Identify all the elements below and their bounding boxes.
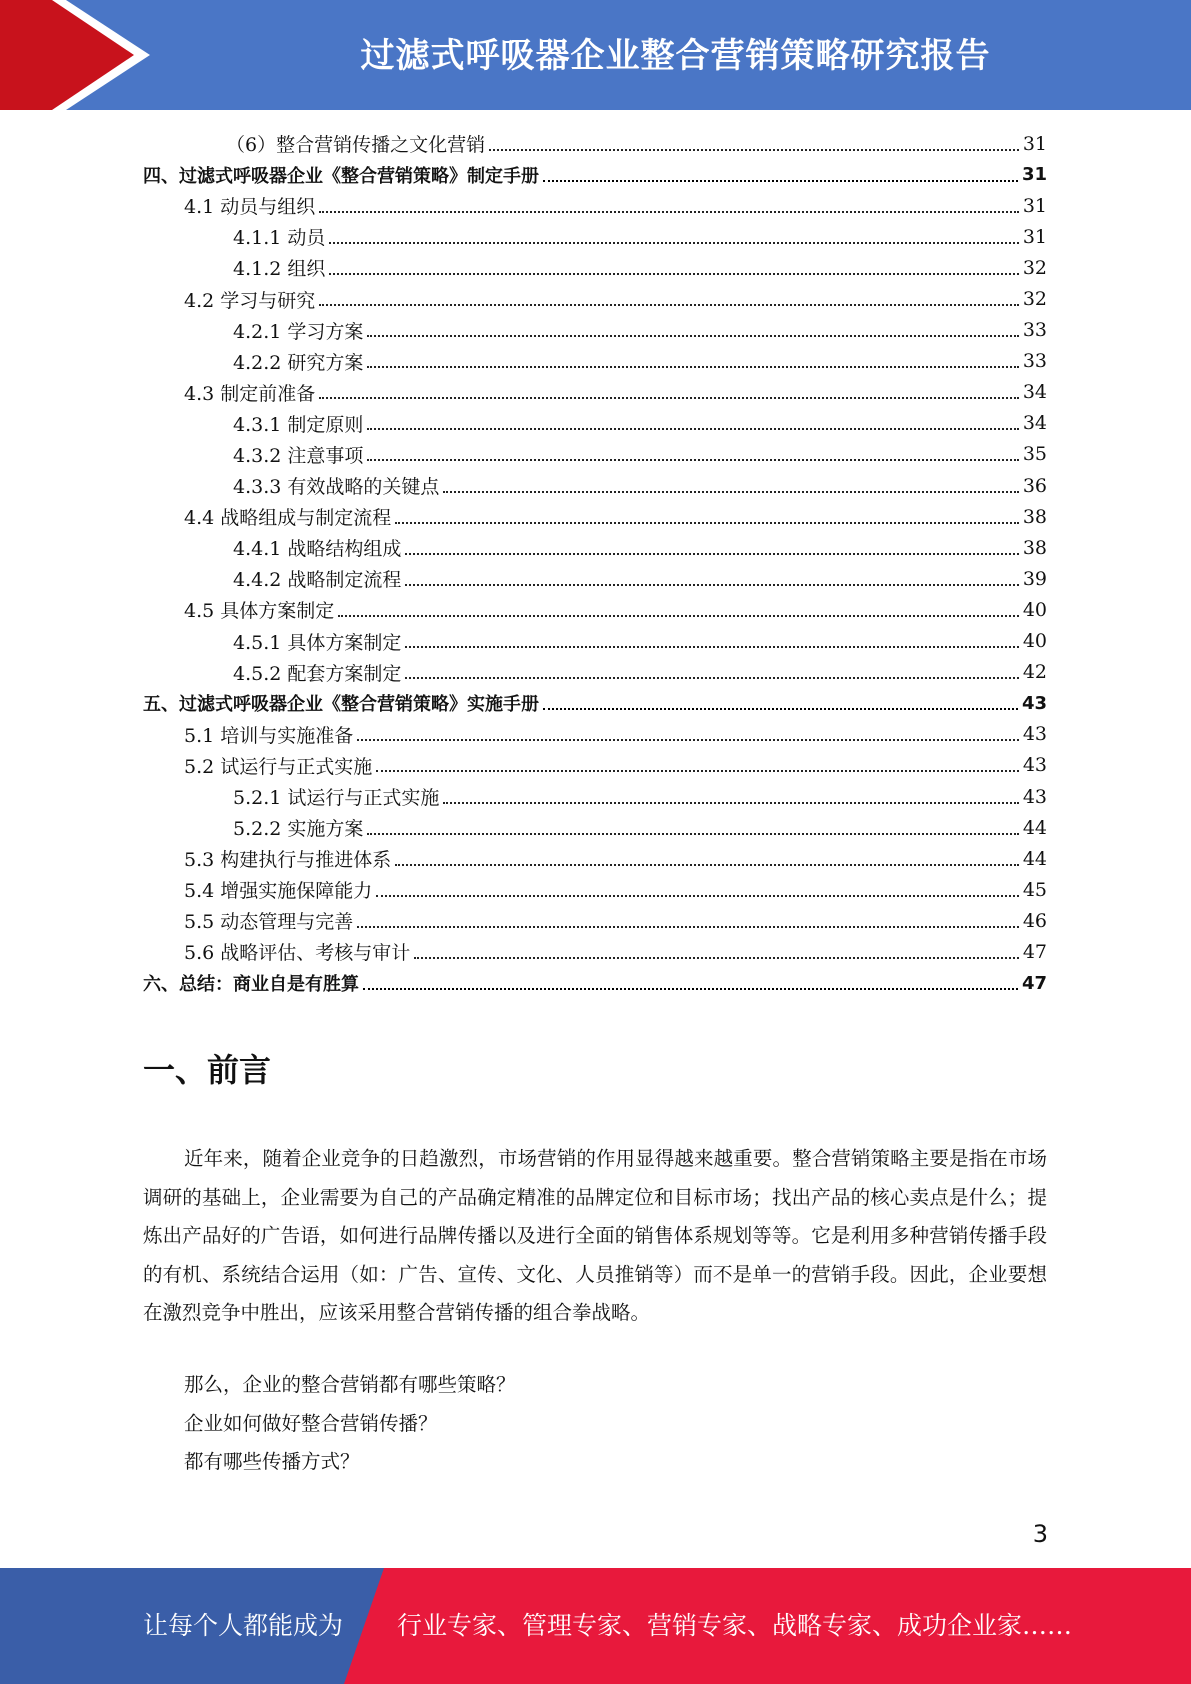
toc-leader-dots: [357, 739, 1019, 741]
toc-leader-dots: [414, 957, 1019, 959]
toc-entry-label: 4.1.1 动员: [233, 223, 327, 250]
toc-entry-label: 4.2 学习与研究: [184, 286, 317, 313]
toc-entry[interactable]: [143, 501, 1047, 532]
toc-entry[interactable]: [143, 470, 1047, 501]
toc-entry-label: 四、过滤式呼吸器企业《整合营销策略》制定手册: [143, 162, 541, 188]
toc-leader-dots: [376, 895, 1019, 897]
question-item: 那么，企业的整合营销都有哪些策略？: [184, 1373, 516, 1396]
page-footer-banner: [0, 1568, 1191, 1684]
toc-entry[interactable]: [143, 719, 1047, 750]
toc-entry-label: 5.2.1 试运行与正式实施: [233, 783, 441, 810]
toc-leader-dots: [395, 522, 1019, 524]
toc-leader-dots: [329, 273, 1018, 275]
toc-entry[interactable]: [143, 657, 1047, 688]
toc-entry-page: 38: [1022, 536, 1047, 559]
toc-entry-page: 44: [1022, 847, 1047, 870]
toc-entry-page: 33: [1022, 319, 1047, 342]
toc-entry-page: 31: [1021, 164, 1047, 186]
toc-entry-page: 40: [1022, 598, 1047, 621]
toc-entry-label: 4.3.3 有效战略的关键点: [233, 472, 441, 499]
toc-entry[interactable]: [143, 905, 1047, 936]
toc-entry-label: 4.3.1 制定原则: [233, 410, 365, 437]
toc-leader-dots: [443, 491, 1018, 493]
toc-entry[interactable]: [143, 843, 1047, 874]
toc-leader-dots: [329, 242, 1018, 244]
page-number: 3: [1032, 1520, 1048, 1548]
toc-entry-label: 4.5.2 配套方案制定: [233, 659, 403, 686]
toc-entry-label: 4.1.2 组织: [233, 254, 327, 281]
intro-paragraph: 近年来，随着企业竞争的日趋激烈，市场营销的作用显得越来越重要。整合营销策略主要是指在市场调研的基础上，企业需要为自己的产品确定精准的品牌定位和目标市场；找出产品的核心卖点是什么；提炼出产品好的广告语，如何进行品牌传播以及进行全面的销售体系规划等等。它是利用多种营销传播手段的有机、系统结合运用（如：广告、宣传、文化、人员推销等）而不是单一的营销手段。因此，企业要想在激烈竞争中胜出，应该采用整合营销传播的组合拳战略。: [143, 1147, 1047, 1324]
toc-leader-dots: [363, 988, 1018, 990]
report-title: 过滤式呼吸器企业整合营销策略研究报告: [360, 36, 991, 76]
toc-entry[interactable]: [143, 283, 1047, 314]
toc-entry[interactable]: [143, 439, 1047, 470]
toc-entry[interactable]: [143, 190, 1047, 221]
toc-entry-page: 31: [1022, 225, 1047, 248]
toc-leader-dots: [405, 677, 1018, 679]
toc-entry-label: 4.5.1 具体方案制定: [233, 628, 403, 655]
toc-entry[interactable]: [143, 221, 1047, 252]
toc-leader-dots: [357, 926, 1019, 928]
toc-entry-page: 45: [1022, 878, 1047, 901]
footer-slogan-left: 让每个人都能成为: [143, 1611, 344, 1640]
toc-entry[interactable]: [143, 159, 1047, 190]
toc-entry-page: 46: [1022, 909, 1047, 932]
toc-entry-page: 38: [1022, 505, 1047, 528]
toc-entry[interactable]: [143, 346, 1047, 377]
toc-leader-dots: [395, 864, 1019, 866]
toc-entry-page: 31: [1022, 132, 1047, 155]
footer-slogan-right: 行业专家、管理专家、营销专家、战略专家、成功企业家……: [397, 1611, 1073, 1640]
toc-entry-label: 5.6 战略评估、考核与审计: [184, 938, 412, 965]
toc-entry-label: 5.5 动态管理与完善: [184, 907, 355, 934]
toc-entry-page: 43: [1022, 754, 1047, 777]
question-list: [184, 1366, 516, 1482]
table-of-contents: [143, 128, 1047, 999]
page-header-banner: [0, 0, 1191, 110]
toc-entry-label: 4.2.2 研究方案: [233, 348, 365, 375]
question-item: 企业如何做好整合营销传播？: [184, 1411, 438, 1435]
toc-entry[interactable]: [143, 252, 1047, 283]
toc-leader-dots: [443, 802, 1018, 804]
toc-entry-page: 32: [1022, 288, 1047, 311]
toc-entry-page: 34: [1022, 412, 1047, 435]
toc-leader-dots: [367, 833, 1018, 835]
section-heading: 一、前言: [143, 1051, 272, 1089]
toc-entry-page: 32: [1022, 256, 1047, 279]
toc-entry-label: 4.3.2 注意事项: [233, 441, 365, 468]
toc-entry-label: 5.4 增强实施保障能力: [184, 876, 374, 903]
toc-leader-dots: [367, 459, 1018, 461]
toc-entry[interactable]: [143, 688, 1047, 719]
toc-entry-page: 43: [1021, 692, 1047, 714]
toc-leader-dots: [405, 553, 1018, 555]
toc-entry-label: 5.2 试运行与正式实施: [184, 752, 374, 779]
toc-entry-label: （6）整合营销传播之文化营销: [226, 130, 487, 157]
toc-entry[interactable]: [143, 128, 1047, 159]
toc-leader-dots: [376, 770, 1019, 772]
toc-entry-page: 47: [1021, 972, 1047, 994]
toc-leader-dots: [338, 615, 1019, 617]
toc-entry-page: 31: [1022, 194, 1047, 217]
toc-entry-page: 44: [1022, 816, 1047, 839]
toc-entry[interactable]: [143, 532, 1047, 563]
toc-entry[interactable]: [143, 315, 1047, 346]
toc-entry-page: 33: [1022, 350, 1047, 373]
toc-entry[interactable]: [143, 563, 1047, 594]
toc-leader-dots: [489, 149, 1019, 151]
toc-entry-label: 4.4.1 战略结构组成: [233, 534, 403, 561]
toc-leader-dots: [367, 366, 1018, 368]
toc-entry[interactable]: [143, 626, 1047, 657]
toc-entry-page: 34: [1022, 381, 1047, 404]
toc-entry-label: 4.1 动员与组织: [184, 192, 317, 219]
toc-entry-label: 4.2.1 学习方案: [233, 317, 365, 344]
toc-entry-label: 4.4.2 战略制定流程: [233, 565, 403, 592]
toc-leader-dots: [367, 335, 1018, 337]
toc-entry-label: 4.3 制定前准备: [184, 379, 317, 406]
toc-entry[interactable]: [143, 781, 1047, 812]
toc-leader-dots: [405, 584, 1018, 586]
toc-entry[interactable]: [143, 874, 1047, 905]
toc-entry-page: 36: [1022, 474, 1047, 497]
toc-leader-dots: [319, 304, 1019, 306]
toc-entry-page: 43: [1022, 723, 1047, 746]
question-item: 都有哪些传播方式？: [184, 1450, 360, 1473]
toc-entry-page: 42: [1022, 661, 1047, 684]
toc-entry[interactable]: [143, 936, 1047, 967]
toc-leader-dots: [319, 211, 1019, 213]
toc-entry-label: 六、总结：商业自是有胜算: [143, 970, 361, 996]
toc-leader-dots: [367, 428, 1018, 430]
toc-leader-dots: [319, 397, 1019, 399]
toc-leader-dots: [405, 646, 1018, 648]
toc-leader-dots: [543, 180, 1018, 182]
toc-entry[interactable]: [143, 968, 1047, 999]
toc-entry-page: 43: [1022, 785, 1047, 808]
toc-entry-label: 5.1 培训与实施准备: [184, 721, 355, 748]
header-chevron-icon: [0, 0, 150, 110]
toc-entry-label: 5.2.2 实施方案: [233, 814, 365, 841]
toc-entry[interactable]: [143, 750, 1047, 781]
toc-entry-label: 4.4 战略组成与制定流程: [184, 503, 393, 530]
toc-entry[interactable]: [143, 812, 1047, 843]
toc-entry-page: 40: [1022, 630, 1047, 653]
toc-leader-dots: [543, 708, 1018, 710]
toc-entry-label: 5.3 构建执行与推进体系: [184, 845, 393, 872]
toc-entry-page: 47: [1022, 940, 1047, 963]
toc-entry-page: 39: [1022, 567, 1047, 590]
toc-entry-label: 4.5 具体方案制定: [184, 596, 336, 623]
toc-entry-label: 五、过滤式呼吸器企业《整合营销策略》实施手册: [143, 690, 541, 716]
toc-entry[interactable]: [143, 377, 1047, 408]
toc-entry[interactable]: [143, 408, 1047, 439]
toc-entry-page: 35: [1022, 443, 1047, 466]
toc-entry[interactable]: [143, 594, 1047, 625]
